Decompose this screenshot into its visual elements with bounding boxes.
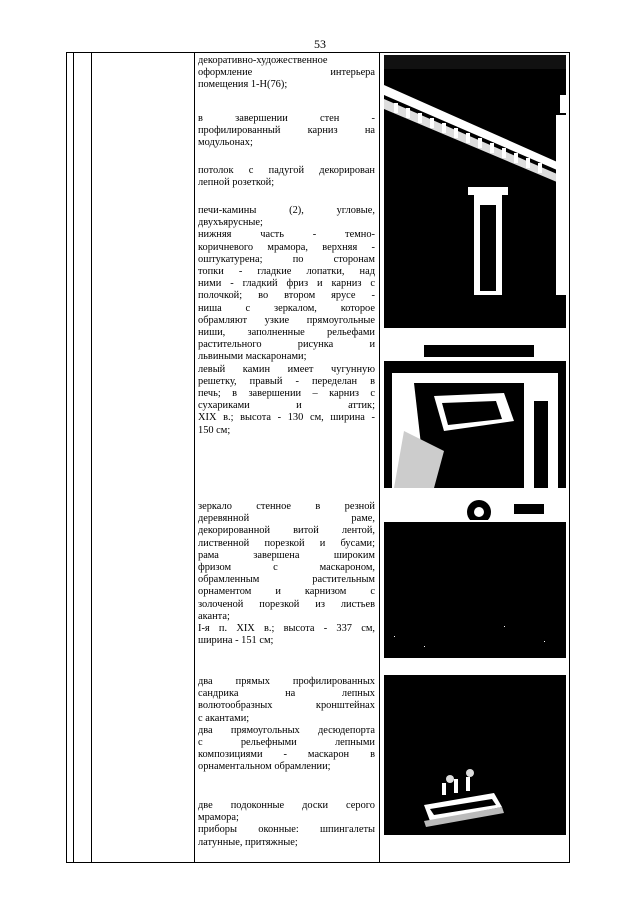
page-number: 53	[314, 37, 326, 51]
column-divider	[379, 53, 380, 862]
entry-line: аканта;	[198, 610, 230, 622]
entry-line: ширина - 151 см;	[198, 635, 274, 647]
entry-line: орнаментом и карнизом с	[198, 586, 375, 598]
entry-line: сухариками и аттик;	[198, 400, 375, 412]
window-photo	[384, 675, 566, 835]
entry-line: два прямоугольных десюдепорта	[198, 724, 375, 736]
entry-line: ними - гладкий фриз и карниз с	[198, 278, 375, 290]
entry-line: лепной розеткой;	[198, 177, 275, 189]
entry-line: деревянной раме,	[198, 513, 375, 525]
entry-line: орнаментальном обрамлении;	[198, 761, 331, 773]
entry-line: волютообразных кронштейнах	[198, 700, 375, 712]
entry-line: в завершении стен -	[198, 113, 375, 124]
entry-line: ниши, заполненные рельефами	[198, 327, 375, 339]
mirror-photo	[384, 496, 566, 658]
entry-line: двухъярусные;	[198, 217, 263, 229]
entry-line: печь; в завершении – карниз с	[198, 388, 375, 400]
column-divider	[194, 53, 195, 862]
entry-line: львиными маскаронами;	[198, 351, 307, 363]
entry-mirror	[198, 501, 375, 647]
entry-line: оформление интерьера	[198, 67, 375, 79]
entry-line: сандрика на лепных	[198, 688, 375, 700]
entry-line: декоративно-художественное	[198, 55, 328, 66]
entry-sandricks	[198, 676, 375, 774]
entry-line: две подоконные доски серого	[198, 800, 375, 811]
document-table	[66, 52, 570, 863]
entry-window-sills	[198, 800, 375, 849]
entry-line: с акантами;	[198, 712, 250, 724]
column-divider	[73, 53, 74, 862]
entry-line: ниша с зеркалом, которое	[198, 302, 375, 314]
entry-line: мрамора;	[198, 812, 239, 824]
entry-interior-decoration	[198, 55, 375, 92]
entry-line: решетку, правый - переделан в	[198, 375, 375, 387]
entry-line: декорированной витой лентой,	[198, 525, 375, 537]
entry-line: оштукатурена; по сторонам	[198, 253, 375, 265]
entry-ceiling	[198, 165, 375, 189]
entry-line: 150 см;	[198, 424, 231, 436]
entry-line: обрамляют узкие прямоугольные	[198, 314, 375, 326]
entry-fireplaces	[198, 205, 375, 437]
entry-line: профилированный карниз на	[198, 125, 375, 137]
entry-line: латунные, притяжные;	[198, 836, 298, 848]
entry-line: рама завершена широким	[198, 549, 375, 561]
cornice-photo	[384, 55, 566, 328]
entry-line: топки - гладкие лопатки, над	[198, 266, 375, 278]
entry-line: лиственной порезкой и бусами;	[198, 537, 375, 549]
entry-line: зеркало стенное в резной	[198, 501, 375, 512]
entry-line: обрамленным растительным	[198, 574, 375, 586]
entry-line: с рельефными лепными	[198, 737, 375, 749]
entry-line: растительного рисунка и	[198, 339, 375, 351]
entry-line: потолок с падугой декорирован	[198, 165, 375, 176]
fireplace-photo	[384, 341, 566, 488]
entry-line: коричневого мрамора, верхняя -	[198, 241, 375, 253]
entry-cornice	[198, 113, 375, 150]
entry-line: золоченой порезкой из листьев	[198, 598, 375, 610]
entry-line: приборы оконные: шпингалеты	[198, 824, 375, 836]
entry-line: нижняя часть - темно-	[198, 229, 375, 241]
entry-line: XIX в.; высота - 130 см, ширина -	[198, 412, 375, 424]
entry-line: I-я п. XIX в.; высота - 337 см,	[198, 623, 375, 635]
entry-line: полочкой; во втором ярусе -	[198, 290, 375, 302]
entry-line: два прямых профилированных	[198, 676, 375, 687]
entry-line: фризом с маскароном,	[198, 562, 375, 574]
entry-line: помещения 1-Н(76);	[198, 79, 288, 91]
column-divider	[91, 53, 92, 862]
entry-line: модульонах;	[198, 137, 253, 149]
entry-line: композициями - маскарон в	[198, 749, 375, 761]
entry-line: печи-камины (2), угловые,	[198, 205, 375, 216]
entry-line: левый камин имеет чугунную	[198, 363, 375, 375]
